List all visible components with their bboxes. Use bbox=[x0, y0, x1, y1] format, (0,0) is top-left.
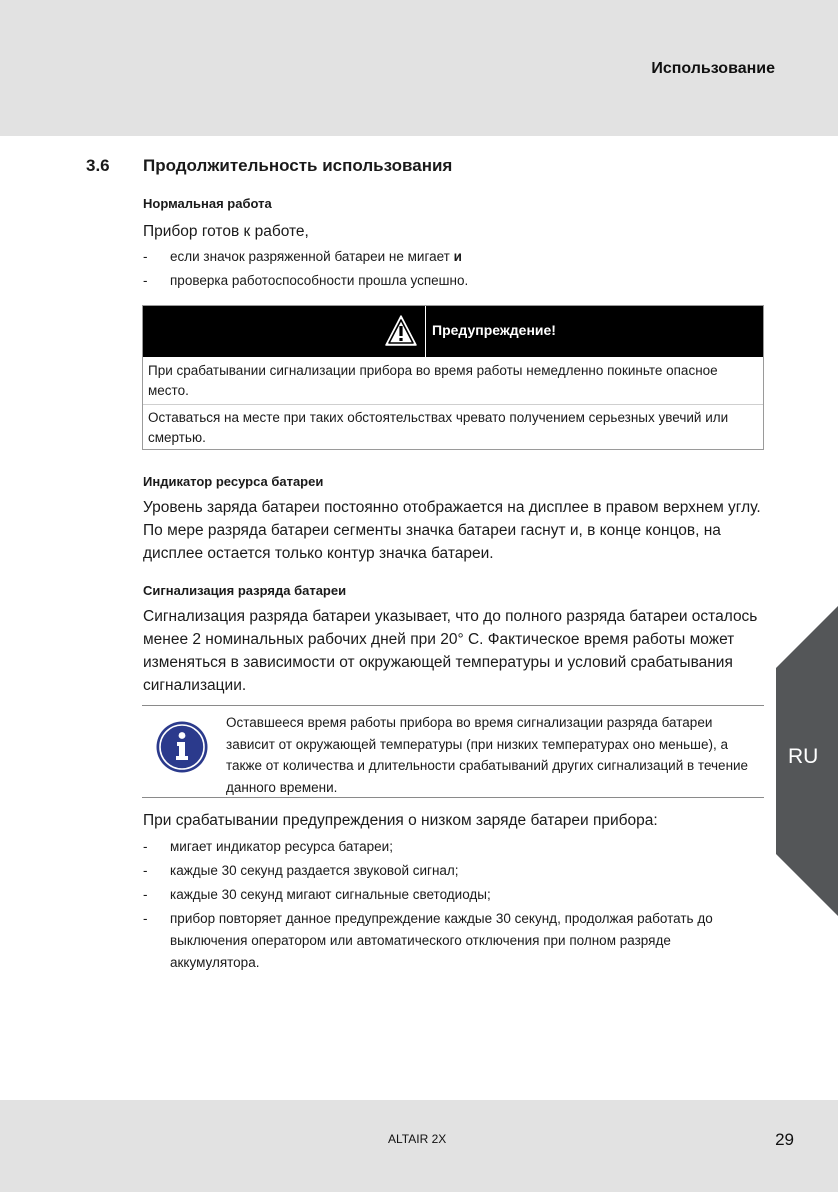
list-item-text: каждые 30 секунд раздается звуковой сигнал; bbox=[170, 863, 459, 878]
warning-divider bbox=[143, 404, 763, 405]
list-dash: - bbox=[143, 863, 148, 878]
list-dash: - bbox=[143, 839, 148, 854]
list-dash: - bbox=[143, 249, 148, 264]
info-icon bbox=[155, 720, 209, 774]
low-battery-intro: При срабатывании предупреждения о низком заряде батареи прибора: bbox=[143, 812, 658, 829]
section-title: Продолжительность использования bbox=[143, 156, 453, 175]
note-top-rule bbox=[142, 705, 764, 706]
list-dash: - bbox=[143, 273, 148, 288]
normal-operation-intro: Прибор готов к работе, bbox=[143, 223, 309, 240]
warning-triangle-icon bbox=[384, 314, 418, 348]
page-number: 29 bbox=[775, 1130, 794, 1149]
list-item-text: если значок разряженной батареи не мигает и bbox=[170, 249, 462, 264]
list-item-text: проверка работоспособности прошла успешно. bbox=[170, 273, 469, 288]
header-title: Использование bbox=[651, 60, 775, 77]
battery-indicator-heading: Индикатор ресурса батареи bbox=[143, 474, 324, 489]
warning-separator bbox=[425, 306, 426, 357]
footer-product-name: ALTAIR 2X bbox=[388, 1132, 447, 1146]
list-item-text: прибор повторяет данное предупреждение каждые 30 секунд, продолжая работать до выключения оператором или автоматического отключения при полном разряде аккумулятора. bbox=[170, 911, 713, 970]
page-footer bbox=[0, 1100, 838, 1192]
normal-operation-heading: Нормальная работа bbox=[143, 196, 272, 211]
note-bottom-rule bbox=[142, 797, 764, 798]
warning-box bbox=[142, 305, 764, 450]
section-number: 3.6 bbox=[86, 156, 110, 175]
language-tab-label: RU bbox=[788, 745, 819, 768]
battery-alarm-heading: Сигнализация разряда батареи bbox=[143, 583, 347, 598]
warning-title: Предупреждение! bbox=[432, 322, 556, 338]
page-header bbox=[0, 0, 838, 136]
warning-header-bar bbox=[143, 306, 763, 357]
note-text: Оставшееся время работы прибора во время сигнализации разряда батареи зависит от окружающей температуры (при низких температурах оно меньше), а также от количества и длительности срабатываний других сигнализаций в течение данного времени. bbox=[226, 715, 749, 795]
warning-text-2: Оставаться на месте при таких обстоятельствах чревато получением серьезных увечий или смертью. bbox=[148, 410, 729, 445]
list-dash: - bbox=[143, 887, 148, 902]
list-item-text: каждые 30 секунд мигают сигнальные светодиоды; bbox=[170, 887, 491, 902]
battery-indicator-text: Уровень заряда батареи постоянно отображается на дисплее в правом верхнем углу. По мере разряда батареи сегменты значка батареи гаснут и, в конце концов, на дисплее остается только контур значка батареи. bbox=[143, 499, 761, 562]
battery-alarm-text: Сигнализация разряда батареи указывает, что до полного разряда батареи осталось менее 2 номинальных рабочих дней при 20° C. Фактическое время работы может изменяться в зависимости от окружающей температуры и условий срабатывания сигнализации. bbox=[143, 608, 758, 694]
warning-text-1: При срабатывании сигнализации прибора во время работы немедленно покиньте опасное место. bbox=[148, 363, 718, 398]
list-dash: - bbox=[143, 911, 148, 926]
list-item-text: мигает индикатор ресурса батареи; bbox=[170, 839, 393, 854]
